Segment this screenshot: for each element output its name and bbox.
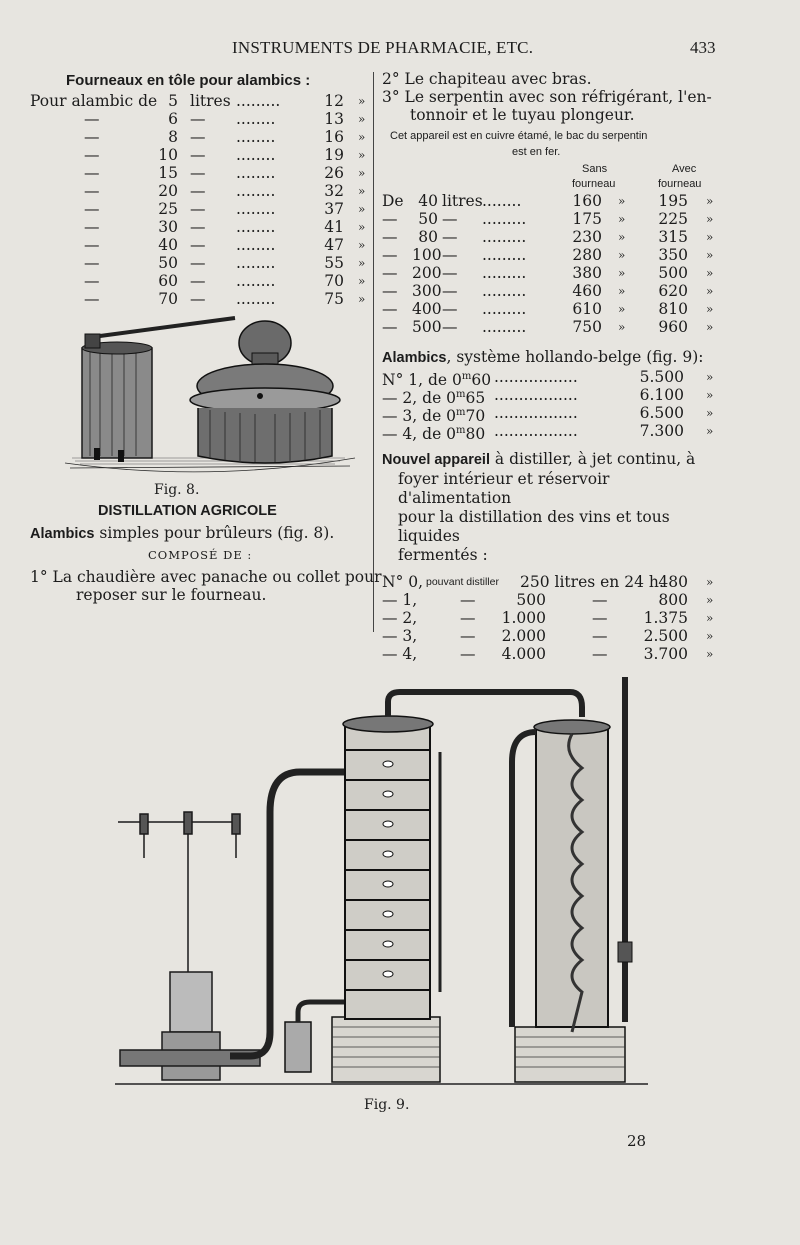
row-leader: ................. bbox=[494, 422, 578, 440]
continu-table bbox=[382, 573, 727, 663]
continuous-still-drawing bbox=[100, 672, 660, 1092]
row-size: 60 bbox=[158, 272, 178, 290]
col-avec-1: Avec bbox=[672, 163, 697, 175]
hollando-label: Alambics bbox=[382, 350, 447, 366]
hollando-title bbox=[382, 346, 727, 368]
row-prefix: — bbox=[382, 228, 398, 246]
row-size: 80 bbox=[418, 228, 438, 246]
row-price: 6.500 bbox=[639, 404, 684, 422]
left-column bbox=[30, 70, 382, 604]
row-quote: » bbox=[706, 230, 714, 244]
table-row bbox=[30, 236, 370, 254]
row-prefix: — bbox=[84, 164, 100, 182]
row-price: 7.300 bbox=[639, 422, 684, 440]
row-unit: — bbox=[190, 182, 206, 200]
col-header-1 bbox=[382, 162, 727, 177]
row-size: 5 bbox=[168, 92, 178, 110]
table-row bbox=[30, 110, 370, 128]
row-quote: » bbox=[618, 266, 626, 280]
row-prefix: — bbox=[84, 110, 100, 128]
item2: 2° Le chapiteau avec bras. bbox=[382, 70, 592, 88]
row-prefix: — bbox=[84, 236, 100, 254]
row-leader: ......... bbox=[482, 300, 527, 318]
fig9-caption: Fig. 9. bbox=[364, 1097, 410, 1113]
row-size: 200 bbox=[412, 264, 442, 282]
running-title: INSTRUMENTS DE PHARMACIE, ETC. bbox=[232, 38, 534, 57]
row-unit-sup: m bbox=[456, 389, 466, 400]
col-sans-2: fourneau bbox=[572, 178, 616, 190]
row-price: 6.100 bbox=[639, 386, 684, 404]
row-unit: — bbox=[190, 236, 206, 254]
price-avec: 315 bbox=[658, 228, 688, 246]
table-row bbox=[30, 200, 370, 218]
row-unit: — bbox=[190, 200, 206, 218]
price-sans: 610 bbox=[572, 300, 602, 318]
row-price: 47 bbox=[324, 236, 344, 254]
row-size: 500 bbox=[412, 318, 442, 336]
table-row bbox=[30, 92, 370, 110]
row-dim: 65 bbox=[465, 389, 486, 408]
row-dim: 60 bbox=[471, 371, 492, 390]
row-prefix: N° 1, de 0 bbox=[382, 371, 462, 390]
row-quote: » bbox=[358, 130, 366, 144]
row-price: 70 bbox=[324, 272, 344, 290]
row-price: 55 bbox=[324, 254, 344, 272]
row-unit: — bbox=[442, 264, 458, 282]
alembic-still-drawing bbox=[60, 308, 360, 480]
fourneaux-table bbox=[30, 92, 370, 308]
item1-line1: 1° La chaudière avec panache ou collet pour bbox=[30, 568, 382, 586]
row-ditto: — bbox=[592, 609, 608, 627]
row-size: 70 bbox=[158, 290, 178, 308]
price-sans: 160 bbox=[572, 192, 602, 210]
row-leader: ........ bbox=[482, 192, 522, 210]
nouvel-appareil bbox=[382, 450, 727, 565]
col-sans-1: Sans bbox=[582, 163, 608, 175]
row-size: 50 bbox=[158, 254, 178, 272]
row-capacity: 4.000 bbox=[501, 645, 546, 663]
row-quote: » bbox=[358, 256, 366, 270]
row-leader: ........ bbox=[236, 182, 276, 200]
row-capacity: 1.000 bbox=[501, 609, 546, 627]
row-quote: » bbox=[706, 212, 714, 226]
row-price: 12 bbox=[324, 92, 344, 110]
table-row bbox=[30, 272, 370, 290]
row-price: 480 bbox=[658, 573, 688, 591]
running-header bbox=[0, 36, 800, 64]
row-leader: ......... bbox=[482, 246, 527, 264]
price-avec: 810 bbox=[658, 300, 688, 318]
row-price: 5.500 bbox=[639, 368, 684, 386]
row-quote: » bbox=[618, 302, 626, 316]
row-price: 13 bbox=[324, 110, 344, 128]
table-row bbox=[30, 254, 370, 272]
price-avec: 960 bbox=[658, 318, 688, 336]
row-price: 37 bbox=[324, 200, 344, 218]
row-leader: ........ bbox=[236, 110, 276, 128]
row-prefix: — bbox=[84, 182, 100, 200]
table-row bbox=[382, 627, 727, 645]
row-size: 50 bbox=[418, 210, 438, 228]
row-quote: » bbox=[358, 148, 366, 162]
row-prefix: — bbox=[84, 200, 100, 218]
fig9-illustration bbox=[100, 672, 660, 1092]
footer-number: 28 bbox=[627, 1132, 647, 1150]
row-no: — 4, bbox=[382, 645, 418, 663]
row-price: 32 bbox=[324, 182, 344, 200]
row-ditto: — bbox=[460, 609, 476, 627]
row-no: — 1, bbox=[382, 591, 418, 609]
row-price: 1.375 bbox=[643, 609, 688, 627]
row-prefix: De bbox=[382, 192, 404, 210]
note-line2: est en fer. bbox=[512, 146, 561, 158]
row-ditto: — bbox=[592, 627, 608, 645]
row-quote: » bbox=[618, 230, 626, 244]
row-ditto: — bbox=[460, 645, 476, 663]
fig8-illustration bbox=[60, 308, 360, 480]
table-row bbox=[382, 404, 727, 426]
row-quote: » bbox=[358, 184, 366, 198]
row-quote: » bbox=[358, 202, 366, 216]
row-quote: » bbox=[706, 611, 714, 625]
nouvel-label: Nouvel appareil bbox=[382, 452, 490, 468]
row-quote: » bbox=[618, 248, 626, 262]
row-quote: » bbox=[706, 424, 714, 438]
price-sans: 175 bbox=[572, 210, 602, 228]
row-label bbox=[382, 422, 485, 443]
row-leader: ........ bbox=[236, 164, 276, 182]
fig8-caption: Fig. 8. bbox=[154, 482, 200, 498]
right-column bbox=[382, 70, 727, 663]
row-quote: » bbox=[706, 266, 714, 280]
price-avec: 620 bbox=[658, 282, 688, 300]
row-quote: » bbox=[706, 320, 714, 334]
item3-line2: tonnoir et le tuyau plongeur. bbox=[410, 106, 635, 124]
row-leader: ......... bbox=[482, 228, 527, 246]
price-sans: 230 bbox=[572, 228, 602, 246]
row-size: 100 bbox=[412, 246, 442, 264]
row-leader: ......... bbox=[236, 92, 281, 110]
row-quote: » bbox=[706, 370, 714, 384]
column-divider bbox=[373, 72, 374, 632]
row-capacity-text: pouvant distiller bbox=[426, 576, 499, 588]
row-leader: ......... bbox=[482, 282, 527, 300]
col-avec-2: fourneau bbox=[658, 178, 702, 190]
row-leader: ......... bbox=[482, 210, 527, 228]
row-dim: 80 bbox=[465, 425, 486, 444]
item3-line1: 3° Le serpentin avec son réfrigérant, l'en- bbox=[382, 88, 712, 106]
row-no: — 3, bbox=[382, 627, 418, 645]
table-row bbox=[382, 264, 727, 282]
row-unit-sup: m bbox=[461, 371, 472, 382]
row-quote: » bbox=[706, 593, 714, 607]
hollando-table bbox=[382, 368, 727, 444]
row-size: 400 bbox=[412, 300, 442, 318]
nouvel-line2: foyer intérieur et réservoir d'alimentation bbox=[398, 470, 610, 507]
table-row bbox=[382, 591, 727, 609]
table-row bbox=[30, 290, 370, 308]
row-prefix: — bbox=[382, 246, 398, 264]
row-ditto: — bbox=[460, 591, 476, 609]
row-unit: — bbox=[190, 164, 206, 182]
row-leader: ........ bbox=[236, 200, 276, 218]
row-quote: » bbox=[618, 212, 626, 226]
row-prefix: Pour alambic de bbox=[30, 92, 158, 110]
row-leader: ........ bbox=[236, 254, 276, 272]
row-unit: — bbox=[190, 218, 206, 236]
table-row bbox=[30, 146, 370, 164]
row-unit: — bbox=[442, 210, 458, 228]
row-prefix: — bbox=[84, 254, 100, 272]
row-leader: ........ bbox=[236, 290, 276, 308]
row-prefix: — bbox=[84, 218, 100, 236]
price-avec: 225 bbox=[658, 210, 688, 228]
row-quote: » bbox=[358, 274, 366, 288]
table-row bbox=[382, 422, 727, 444]
row-quote: » bbox=[706, 647, 714, 661]
row-ditto: — bbox=[460, 627, 476, 645]
table-row bbox=[382, 210, 727, 228]
row-no: N° 0, bbox=[382, 573, 424, 591]
row-unit: — bbox=[442, 318, 458, 336]
row-prefix: — bbox=[84, 146, 100, 164]
price-sans: 750 bbox=[572, 318, 602, 336]
row-size: 6 bbox=[168, 110, 178, 128]
table-row bbox=[382, 246, 727, 264]
row-price: 16 bbox=[324, 128, 344, 146]
table-row bbox=[30, 182, 370, 200]
row-dim: 70 bbox=[465, 407, 486, 426]
row-capacity: 250 litres en 24 h. bbox=[520, 573, 664, 591]
row-prefix: — 4, de 0 bbox=[382, 425, 457, 444]
row-unit-sup: m bbox=[456, 407, 466, 418]
price-avec: 195 bbox=[658, 192, 688, 210]
row-quote: » bbox=[706, 629, 714, 643]
table-row bbox=[30, 164, 370, 182]
row-leader: ........ bbox=[236, 272, 276, 290]
table-row bbox=[382, 368, 727, 390]
row-prefix: — bbox=[84, 272, 100, 290]
row-price: 75 bbox=[324, 290, 344, 308]
alambic-price-table bbox=[382, 192, 727, 336]
row-price: 3.700 bbox=[643, 645, 688, 663]
price-avec: 350 bbox=[658, 246, 688, 264]
row-price: 19 bbox=[324, 146, 344, 164]
row-unit: — bbox=[442, 300, 458, 318]
row-prefix: — 3, de 0 bbox=[382, 407, 457, 426]
table-row bbox=[382, 282, 727, 300]
row-ditto: — bbox=[592, 645, 608, 663]
table-row bbox=[30, 218, 370, 236]
table-row bbox=[382, 192, 727, 210]
row-ditto: — bbox=[592, 591, 608, 609]
row-prefix: — bbox=[382, 282, 398, 300]
row-quote: » bbox=[706, 575, 714, 589]
row-quote: » bbox=[618, 320, 626, 334]
row-quote: » bbox=[358, 94, 366, 108]
row-quote: » bbox=[706, 248, 714, 262]
row-quote: » bbox=[358, 220, 366, 234]
fourneaux-title: Fourneaux en tôle pour alambics : bbox=[66, 72, 311, 89]
row-unit: litres bbox=[442, 192, 483, 210]
alambics-simples-line bbox=[30, 524, 334, 542]
price-avec: 500 bbox=[658, 264, 688, 282]
row-price: 41 bbox=[324, 218, 344, 236]
row-size: 8 bbox=[168, 128, 178, 146]
row-unit: — bbox=[190, 254, 206, 272]
row-unit: litres bbox=[190, 92, 231, 110]
row-size: 20 bbox=[158, 182, 178, 200]
row-prefix: — bbox=[382, 264, 398, 282]
row-size: 10 bbox=[158, 146, 178, 164]
row-prefix: — bbox=[84, 290, 100, 308]
row-leader: ........ bbox=[236, 146, 276, 164]
col-header-2 bbox=[382, 177, 727, 192]
nouvel-line1: à distiller, à jet continu, à bbox=[494, 450, 696, 468]
price-sans: 460 bbox=[572, 282, 602, 300]
row-price: 2.500 bbox=[643, 627, 688, 645]
row-leader: ........ bbox=[236, 236, 276, 254]
table-row bbox=[382, 573, 727, 591]
alambics-label: Alambics bbox=[30, 526, 95, 542]
row-size: 15 bbox=[158, 164, 178, 182]
row-leader: ......... bbox=[482, 318, 527, 336]
table-row bbox=[382, 300, 727, 318]
nouvel-line3: pour la distillation des vins et tous liquides bbox=[398, 508, 670, 545]
row-quote: » bbox=[706, 406, 714, 420]
row-size: 40 bbox=[158, 236, 178, 254]
table-row bbox=[30, 128, 370, 146]
row-quote: » bbox=[358, 166, 366, 180]
row-size: 25 bbox=[158, 200, 178, 218]
row-prefix: — bbox=[382, 318, 398, 336]
row-leader: ........ bbox=[236, 128, 276, 146]
row-price: 800 bbox=[658, 591, 688, 609]
row-capacity: 2.000 bbox=[501, 627, 546, 645]
table-row bbox=[382, 609, 727, 627]
page-number: 433 bbox=[690, 38, 716, 57]
row-leader: ........ bbox=[236, 218, 276, 236]
nouvel-line4: fermentés : bbox=[398, 546, 488, 564]
row-quote: » bbox=[706, 388, 714, 402]
note-line1: Cet appareil est en cuivre étamé, le bac du serpentin bbox=[390, 130, 648, 142]
row-leader: ................. bbox=[494, 368, 578, 386]
row-size: 40 bbox=[418, 192, 438, 210]
row-prefix: — 2, de 0 bbox=[382, 389, 457, 408]
row-quote: » bbox=[358, 292, 366, 306]
row-leader: ................. bbox=[494, 404, 578, 422]
row-quote: » bbox=[618, 194, 626, 208]
row-unit: — bbox=[442, 246, 458, 264]
row-unit: — bbox=[190, 146, 206, 164]
row-quote: » bbox=[618, 284, 626, 298]
row-leader: ................. bbox=[494, 386, 578, 404]
row-quote: » bbox=[706, 302, 714, 316]
row-capacity: 500 bbox=[516, 591, 546, 609]
row-unit: — bbox=[190, 272, 206, 290]
hollando-desc: , système hollando-belge (fig. 9): bbox=[446, 348, 704, 366]
compose-label: COMPOSÉ DE : bbox=[148, 548, 253, 562]
row-unit: — bbox=[190, 290, 206, 308]
row-prefix: — bbox=[382, 210, 398, 228]
distillation-title: DISTILLATION AGRICOLE bbox=[98, 503, 277, 519]
item1-line2: reposer sur le fourneau. bbox=[76, 586, 267, 604]
row-unit: — bbox=[190, 128, 206, 146]
row-unit: — bbox=[442, 282, 458, 300]
row-size: 300 bbox=[412, 282, 442, 300]
table-row bbox=[382, 228, 727, 246]
row-quote: » bbox=[358, 112, 366, 126]
table-row bbox=[382, 386, 727, 408]
row-no: — 2, bbox=[382, 609, 418, 627]
row-quote: » bbox=[706, 194, 714, 208]
alambics-desc: simples pour brûleurs (fig. 8). bbox=[99, 524, 335, 542]
table-row bbox=[382, 645, 727, 663]
row-prefix: — bbox=[84, 128, 100, 146]
row-quote: » bbox=[706, 284, 714, 298]
row-prefix: — bbox=[382, 300, 398, 318]
price-sans: 380 bbox=[572, 264, 602, 282]
row-price: 26 bbox=[324, 164, 344, 182]
row-leader: ......... bbox=[482, 264, 527, 282]
row-unit-sup: m bbox=[456, 425, 466, 436]
row-quote: » bbox=[358, 238, 366, 252]
row-unit: — bbox=[190, 110, 206, 128]
row-size: 30 bbox=[158, 218, 178, 236]
price-sans: 280 bbox=[572, 246, 602, 264]
table-row bbox=[382, 318, 727, 336]
row-unit: — bbox=[442, 228, 458, 246]
